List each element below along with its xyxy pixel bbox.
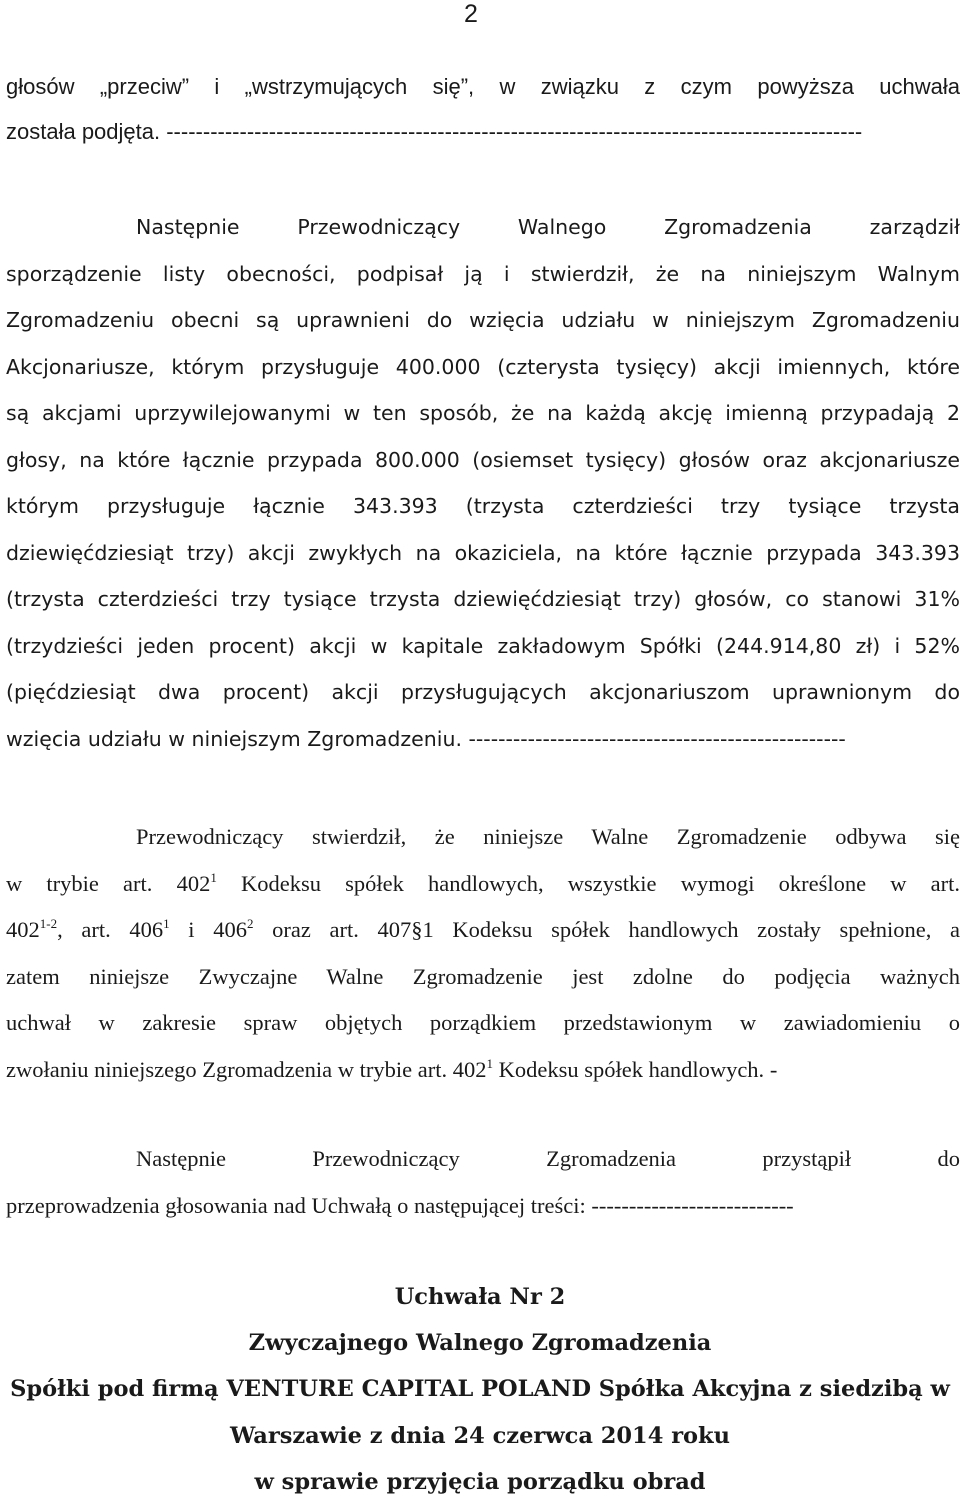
text-line: Następnie Przewodniczący Zgromadzenia przystąpił do [136, 1146, 960, 1171]
text-line [6, 1047, 960, 1094]
line-text: wzięcia udziału w niniejszym Zgromadzeniu. [6, 726, 462, 751]
dash-filler: --------------------------------------------------- [468, 726, 846, 751]
paragraph-voting-start [6, 1136, 960, 1229]
text-line: (trzydzieści jeden procent) akcji w kapitale zakładowym Spółki (244.914,80 zł) i 52% [6, 633, 960, 658]
resolution-title: Uchwała Nr 2 [394, 1284, 566, 1310]
page-number: 2 [464, 0, 478, 28]
dash-filler: ----------------------------------------------------------------------------------------------- [166, 119, 863, 144]
text-line: (pięćdziesiąt dwa procent) akcji przysługujących akcjonariuszom uprawnionym do [6, 680, 960, 704]
line-text: przeprowadzenia głosowania nad Uchwałą o następującej treści: [6, 1192, 586, 1218]
paragraph-voting-result [6, 64, 960, 154]
text-line: Zgromadzeniu obecni są uprawnieni do wzięcia udziału w niniejszym Zgromadzeniu [6, 308, 960, 332]
superscript: 1 [486, 1055, 493, 1071]
text-line: zatem niniejsze Zwyczajne Walne Zgromadzenie jest zdolne do podjęcia ważnych [6, 963, 960, 989]
text-line: sporządzenie listy obecności, podpisał ją i stwierdził, że na niniejszym Walnym [6, 261, 960, 286]
resolution-subject: w sprawie przyjęcia porządku obrad [254, 1468, 706, 1495]
text-line [6, 716, 960, 763]
text-line [6, 861, 960, 908]
line-text: , art. 406 [57, 917, 164, 942]
text-line: Następnie Przewodniczący Walnego Zgromadzenia zarządził [136, 215, 960, 239]
line-text: zwołaniu niniejszego Zgromadzenia w trybie art. 402 [6, 1056, 487, 1082]
dash-filler: --------------------------- [591, 1192, 794, 1218]
line-text: została podjęta. [6, 119, 161, 144]
resolution-body-line: Warszawie z dnia 24 czerwca 2014 roku [229, 1422, 731, 1449]
text-line [6, 1183, 960, 1230]
resolution-body-line: Spółki pod firmą VENTURE CAPITAL POLAND Spółka Akcyjna z siedzibą w [10, 1376, 950, 1403]
text-line [6, 109, 960, 154]
text-line: głosy, na które łącznie przypada 800.000 (osiemset tysięcy) głosów oraz akcjonariusze [6, 447, 960, 472]
line-text: Kodeksu spółek handlowych. [492, 1056, 765, 1082]
text-line: uchwał w zakresie spraw objętych porządkiem przedstawionym w zawiadomieniu o [6, 1010, 960, 1035]
text-line: (trzysta czterdzieści trzy tysiące trzysta dziewięćdziesiąt trzy) głosów, co stanowi 31% [6, 587, 960, 611]
superscript: 1-2 [39, 916, 58, 931]
line-text: Kodeksu spółek handlowych, wszystkie wymogi określone w art. [216, 870, 960, 896]
text-line: Przewodniczący stwierdził, że niniejsze Walne Zgromadzenie odbywa się [136, 824, 960, 849]
dash-filler: - [769, 1056, 778, 1082]
text-line: którym przysługuje łącznie 343.393 (trzysta czterdzieści trzy tysiące trzysta [6, 494, 960, 518]
resolution-body-line: Zwyczajnego Walnego Zgromadzenia [248, 1330, 712, 1357]
superscript: 1 [163, 916, 170, 931]
text-line: Akcjonariusze, którym przysługuje 400.000 (czterysta tysięcy) akcji imiennych, które [6, 354, 960, 379]
paragraph-attendance-list [6, 204, 960, 762]
text-line [6, 907, 960, 954]
paragraph-quorum-statement [6, 814, 960, 1093]
text-line: głosów „przeciw” i „wstrzymujących się”, w związku z czym powyższa uchwała [6, 74, 960, 99]
line-text: i 406 [169, 917, 247, 942]
line-text: w trybie art. 402 [6, 870, 211, 896]
text-line: dziewięćdziesiąt trzy) akcji zwykłych na okaziciela, na które łącznie przypada 343.393 [6, 540, 960, 565]
line-text: 402 [6, 917, 40, 942]
superscript: 2 [246, 916, 254, 931]
line-text: oraz art. 407§1 Kodeksu spółek handlowych zostały spełnione, a [253, 917, 960, 942]
text-line: są akcjami uprzywilejowanymi w ten sposób, że na każdą akcję imienną przypadają 2 [6, 401, 960, 425]
superscript: 1 [210, 869, 217, 885]
resolution-heading [0, 1274, 960, 1505]
